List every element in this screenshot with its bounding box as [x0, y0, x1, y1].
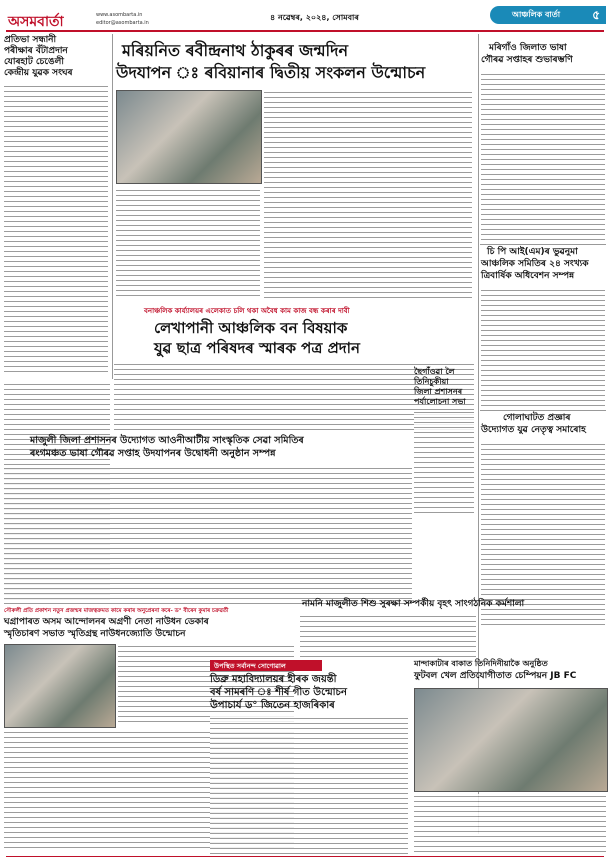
- left-article-body: [4, 84, 108, 374]
- left-headline-line: পৰীক্ষাৰ বঁটাপ্ৰদান: [4, 46, 68, 56]
- right-headline: মৰিগাঁও জিলাত ভাষা: [489, 43, 567, 53]
- right-story-body: [481, 72, 605, 240]
- football-headline: মান্দাকাটাৰ বাকাত তিনিদিনীয়াকৈ অনুষ্ঠিত: [414, 659, 548, 668]
- workshop-headline: নামনি মাজুলীত শিশু সুৰক্ষা সম্পৰ্কীয় বৃহৎ সাংগঠনিক কৰ্মশালা: [302, 599, 525, 609]
- left-headline-line: কেন্দ্ৰীয় যুৱক সংঘৰ: [4, 68, 73, 78]
- tinsukia-story: [414, 368, 476, 518]
- left-headline-line: প্ৰতিভা সন্ধানী: [4, 35, 57, 45]
- right-headline: ত্ৰিবাৰ্ষিক অধিবেশন সম্পন্ন: [481, 271, 575, 281]
- top-story-headline: উদযাপন ঃ ৰবিয়ানাৰ দ্বিতীয় সংকলন উন্মোচন: [116, 63, 426, 82]
- dibru-headline: উপাচাৰ্য ড° জিতেন হাজৰিকাৰ: [210, 700, 335, 711]
- forest-headline: লেখাপানী আঞ্চলিক বন বিষয়াক: [154, 319, 348, 337]
- dibru-headline: ডিব্ৰু মহাবিদ্যালয়ৰ হীৰক জয়ন্তী: [210, 674, 337, 685]
- row-rule: [480, 244, 606, 245]
- top-story-photo: [116, 90, 262, 184]
- football-story: [414, 660, 608, 856]
- left-headline-line: যোৰহাট চেঙেলী: [4, 57, 64, 67]
- right-story-golaghat: [481, 414, 606, 630]
- ghograpar-headline: স্মৃতিচাৰণ সভাত স্মৃতিগ্ৰন্থ নাউধনজ্যোতি উন্মোচন: [4, 629, 186, 639]
- row-rule: [480, 410, 606, 411]
- majuli-story-body: [4, 466, 412, 604]
- majuli-story: [4, 436, 414, 606]
- right-headline: উদ্যোগত যুৱ নেতৃত্ব সমাৰোহ: [481, 425, 586, 435]
- right-story-cpim: [481, 248, 606, 408]
- workshop-story-body: [300, 614, 476, 658]
- masthead-email: editor@asombarta.in: [96, 20, 149, 26]
- tinsukia-headline: ছৈগাঁওৱা লৈ: [414, 367, 455, 376]
- football-headline: ফুটবল খেল প্ৰতিযোগীতাত চেম্পিয়ন JB FC: [414, 671, 577, 681]
- masthead-logo: অসমবাৰ্তা: [8, 14, 64, 30]
- tinsukia-headline: তিনিচুকীয়া: [414, 377, 449, 386]
- right-headline: আঞ্চলিক সমিতিৰ ২৪ সংখ্যক: [481, 259, 589, 269]
- right-headline: গোলাঘাটত প্ৰজ্ঞাৰ: [503, 413, 571, 423]
- section-banner: [490, 6, 606, 24]
- tinsukia-story-body: [414, 410, 474, 516]
- left-column: [4, 34, 110, 379]
- forest-headline: যুৱ ছাত্ৰ পৰিষদৰ স্মাৰক পত্ৰ প্ৰদান: [154, 339, 360, 357]
- football-story-body: [414, 794, 606, 854]
- masthead-date: ৪ নৱেম্বৰ, ২০২৪, সোমবাৰ: [270, 13, 359, 22]
- dibru-headline: বৰ্ষ সামৰণি ঃ শীৰ্ষ গীত উন্মোচন: [210, 687, 347, 698]
- top-story-headline: মৰিয়নিত ৰবীন্দ্ৰনাথ ঠাকুৰৰ জন্মদিন: [122, 41, 349, 60]
- tinsukia-headline: জিলা প্ৰশাসনৰ: [414, 387, 463, 396]
- right-headline: চি পি আই(এম)ৰ ভুৱনুমা: [487, 247, 578, 257]
- right-story-morigaon: [481, 42, 606, 242]
- right-headline: গৌৰৱ সপ্তাহৰ শুভাৰম্ভণি: [481, 55, 573, 65]
- section-label: আঞ্চলিক বাৰ্তা: [512, 10, 561, 19]
- top-story-body: [116, 188, 260, 298]
- football-photo: [414, 688, 608, 792]
- masthead-rule: [6, 30, 604, 32]
- masthead: [0, 0, 610, 38]
- forest-kicker: বনাঞ্চলিক কাৰ্য্যালয়ৰ এলেকাত চলি থকা অবৈধ কাম কাজ বন্ধ কৰাৰ দাবী: [144, 307, 350, 315]
- dibru-story: [210, 660, 410, 856]
- top-story-body: [264, 90, 472, 298]
- ghograpar-headline: ঘগ্ৰাপাৰত অসম আন্দোলনৰ অগ্ৰণী নেতা নাউধন ডেকাৰ: [4, 617, 209, 627]
- workshop-story: [300, 600, 610, 660]
- dibru-kicker-box: [210, 660, 322, 671]
- page-number: ৫: [592, 8, 600, 22]
- ghograpar-photo: [4, 644, 116, 728]
- dibru-story-body: [210, 716, 408, 854]
- top-story: [114, 38, 476, 304]
- ghograpar-kicker: সৌৰুলী প্ৰতি প্ৰকাশন নতুন প্ৰজন্মৰ মাজত্বক্ৰমত কামে কৰাৰ অনুপ্ৰেৰনা কৰে- ড° বীৰেন কুমাৰ চক্ৰৱৰ্তী: [4, 608, 229, 614]
- column-rule: [112, 34, 113, 379]
- masthead-website: www.asombarta.in: [96, 12, 143, 18]
- tinsukia-headline: পৰ্যালোচনা সভা: [414, 397, 466, 406]
- right-story-body: [481, 288, 605, 406]
- majuli-headline: ৰংগমঞ্চত ভাষা গৌৰৱ সপ্তাহ উদযাপনৰ উদ্বোধনী অনুষ্ঠান সম্পন্ন: [30, 448, 276, 459]
- majuli-headline: মাজুলী জিলা প্ৰশাসনৰ উদ্যোগত আওনীআটীয় সাংস্কৃতিক সেৱা সমিতিৰ: [30, 435, 304, 446]
- dibru-kicker: উপস্থিত সৰ্বানন্দ সোণোৱাল: [214, 662, 286, 670]
- footer-rule: [6, 856, 604, 857]
